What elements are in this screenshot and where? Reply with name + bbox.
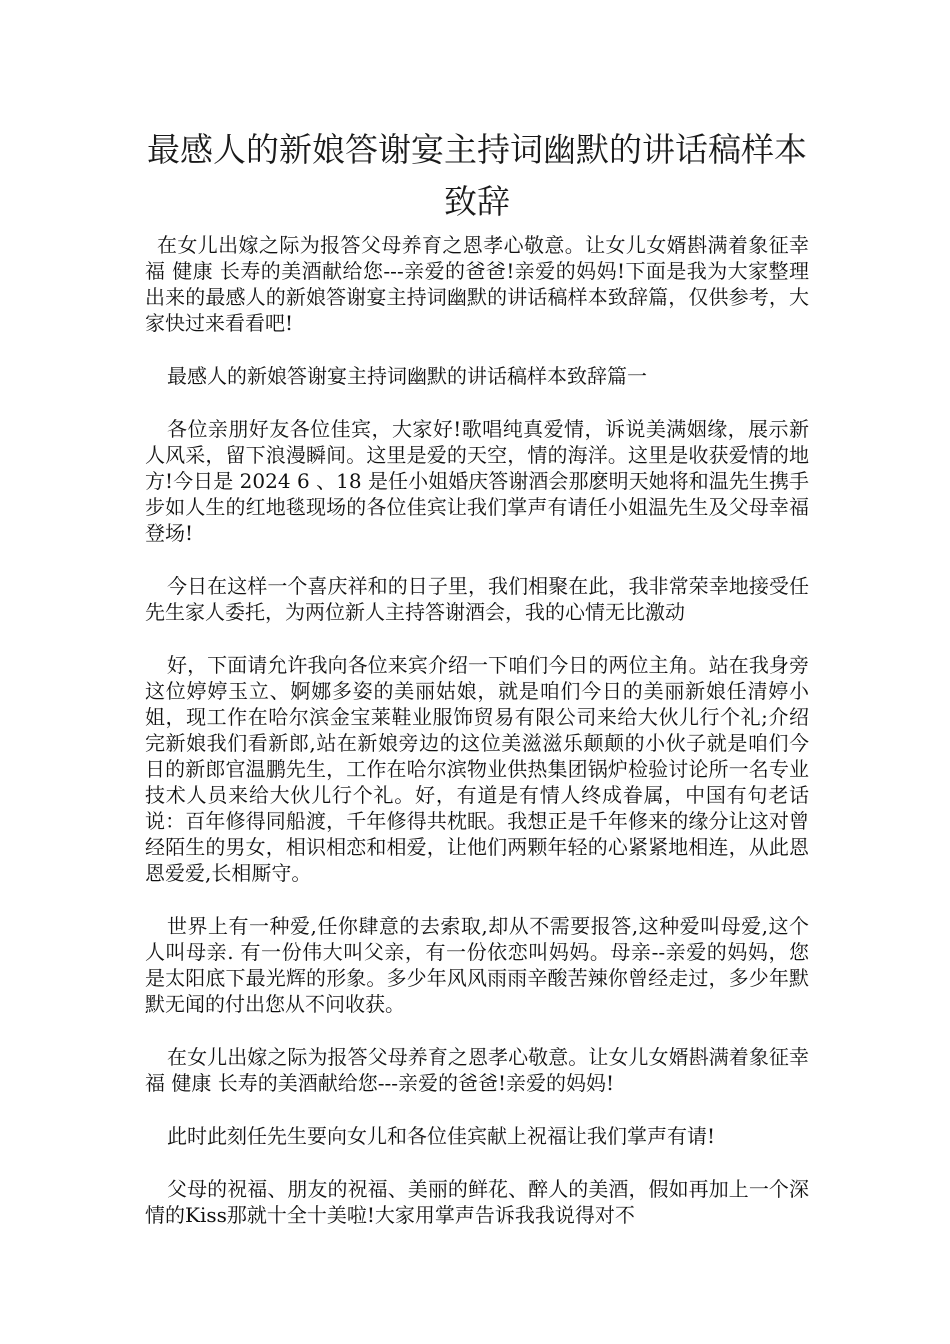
body-paragraph: 各位亲朋好友各位佳宾，大家好!歌唱纯真爱情，诉说美满姻缘，展示新人风采，留下浪漫瞬间。这里是爱的天空，情的海洋。这里是收获爱情的地方!今日是 2024 6 、18 是任小姐婚庆答谢酒会那麽明天她将和温先生携手步如人生的红地毯现场的各位佳宾让我们掌声有请任小姐温先生及父母幸福登场! [145, 417, 809, 545]
body-paragraph: 此时此刻任先生要向女儿和各位佳宾献上祝福让我们掌声有请! [167, 1124, 716, 1148]
body-paragraph: 父母的祝福、朋友的祝福、美丽的鲜花、醉人的美酒，假如再加上一个深情的Kiss那就十全十美啦!大家用掌声告诉我我说得对不 [145, 1177, 809, 1227]
intro-paragraph: 在女儿出嫁之际为报答父母养育之恩孝心敬意。让女儿女婿斟满着象征幸福 健康 长寿的美酒献给您---亲爱的爸爸!亲爱的妈妈!下面是我为大家整理出来的最感人的新娘答谢宴主持词幽默的讲话稿样本致辞篇，仅供参考，大家快过来看看吧! [145, 233, 809, 335]
document-title: 最感人的新娘答谢宴主持词幽默的讲话稿样本致辞 [147, 130, 807, 221]
document-page [145, 124, 809, 1228]
section-heading: 最感人的新娘答谢宴主持词幽默的讲话稿样本致辞篇一 [167, 364, 647, 388]
body-paragraph: 好，下面请允许我向各位来宾介绍一下咱们今日的两位主角。站在我身旁这位婷婷玉立、婀娜多姿的美丽姑娘，就是咱们今日的美丽新娘任清婷小姐，现工作在哈尔滨金宝莱鞋业服饰贸易有限公司来给大伙儿行个礼;介绍完新娘我们看新郎,站在新娘旁边的这位美滋滋乐颠颠的小伙子就是咱们今日的新郎官温鹏先生，工作在哈尔滨物业供热集团锅炉检验讨论所一名专业技术人员来给大伙儿行个礼。好，有道是有情人终成眷属，中国有句老话说：百年修得同船渡，千年修得共枕眠。我想正是千年修来的缘分让这对曾经陌生的男女，相识相恋和相爱，让他们两颗年轻的心紧紧地相连，从此恩恩爱爱,长相厮守。 [145, 653, 809, 885]
body-paragraph: 在女儿出嫁之际为报答父母养育之恩孝心敬意。让女儿女婿斟满着象征幸福 健康 长寿的美酒献给您---亲爱的爸爸!亲爱的妈妈! [145, 1045, 809, 1095]
body-paragraph: 世界上有一种爱,任你肆意的去索取,却从不需要报答,这种爱叫母爱,这个人叫母亲. 有一份伟大叫父亲，有一份依恋叫妈妈。母亲--亲爱的妈妈，您是太阳底下最光辉的形象。多少年风风雨雨辛酸苦辣你曾经走过，多少年默默无闻的付出您从不问收获。 [145, 914, 809, 1016]
body-paragraph: 今日在这样一个喜庆祥和的日子里，我们相聚在此，我非常荣幸地接受任先生家人委托，为两位新人主持答谢酒会，我的心情无比激动 [145, 574, 809, 624]
